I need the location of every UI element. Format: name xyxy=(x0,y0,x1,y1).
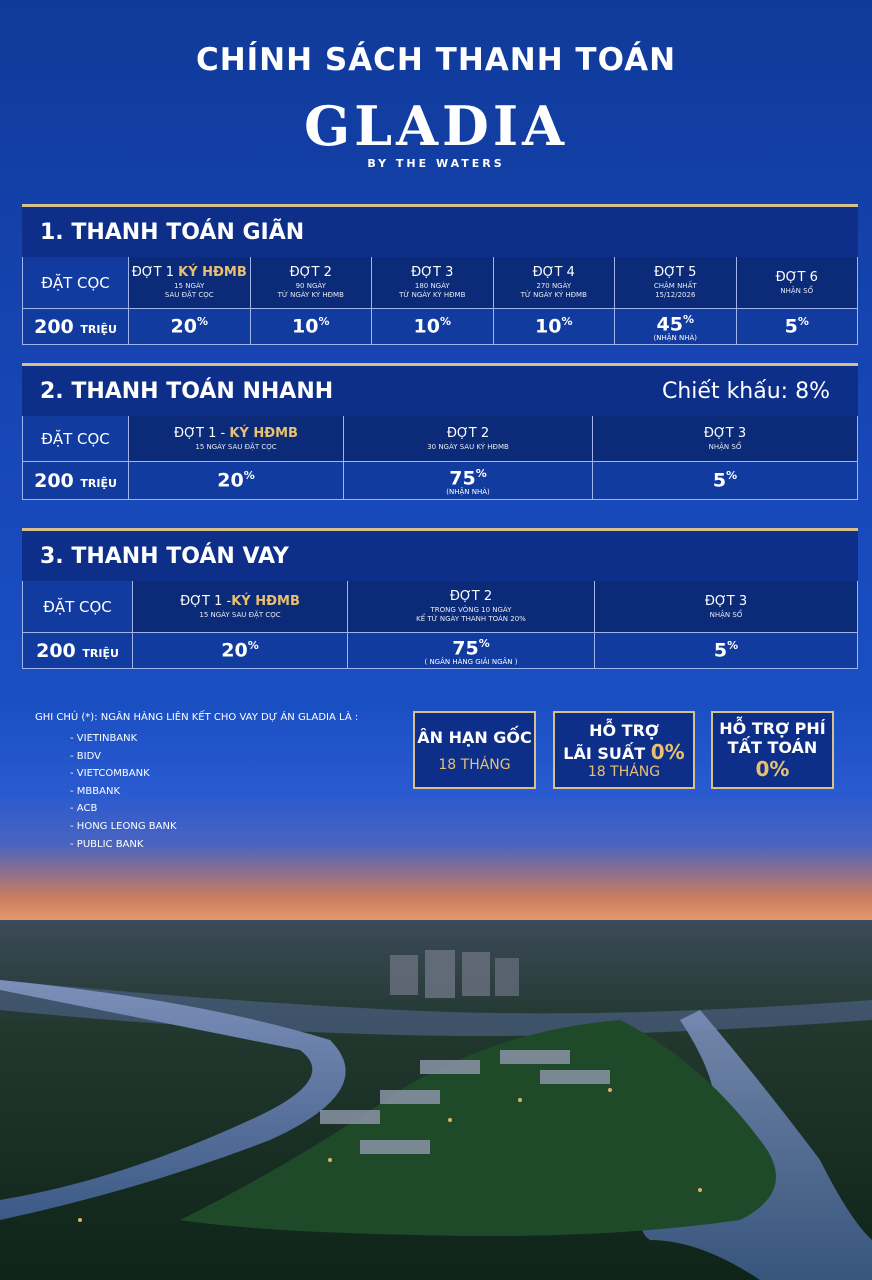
installment-sub1: 15 NGÀY SAU ĐẶT CỌC xyxy=(199,610,281,619)
section-title: 3. THANH TOÁN VAY xyxy=(40,543,289,569)
badge-title: ÂN HẠN GỐC xyxy=(417,727,532,747)
installment-percent: 10 xyxy=(535,315,562,338)
deposit-label-cell xyxy=(23,257,129,309)
deposit-value: 200 xyxy=(34,315,74,338)
installment-header xyxy=(593,416,858,462)
installment-percent-cell xyxy=(372,309,494,345)
bank-item: - ACB xyxy=(80,800,177,818)
installment-percent: 20 xyxy=(221,639,248,662)
installment-note: (NHẬN NHÀ) xyxy=(653,333,697,342)
badge-subtitle: LÃI SUẤT xyxy=(563,743,646,763)
installment-label: ĐỢT 2 xyxy=(446,425,490,441)
installment-label: ĐỢT 6 xyxy=(775,269,818,285)
percent-sign: % xyxy=(726,469,738,483)
bank-item: - BIDV xyxy=(80,748,177,766)
installment-sub1: CHẬM NHẤT xyxy=(653,282,697,290)
badge-rate: 0% xyxy=(650,739,685,764)
badge-principal-grace xyxy=(413,711,536,789)
installment-percent-cell xyxy=(615,309,737,345)
deposit-value-cell xyxy=(23,462,129,500)
installment-sub1: TRONG VÒNG 10 NGÀY xyxy=(430,606,512,614)
percent-sign: % xyxy=(475,467,487,481)
installment-percent-cell xyxy=(344,462,593,500)
installment-header xyxy=(251,257,373,309)
installment-label: ĐỢT 1 - xyxy=(180,593,232,609)
percent-sign: % xyxy=(196,315,208,329)
installment-percent: 75 xyxy=(449,467,476,490)
deposit-value: 200 xyxy=(34,469,74,492)
section-flexible-payment xyxy=(22,204,858,345)
installment-label: ĐỢT 1 - xyxy=(174,425,226,441)
deposit-unit: TRIỆU xyxy=(80,322,117,336)
installment-sub2: TỪ NGÀY KÝ HĐMB xyxy=(277,291,344,299)
installment-percent-cell xyxy=(133,633,348,669)
section-title: 2. THANH TOÁN NHANH xyxy=(40,378,334,404)
deposit-label: ĐẶT CỌC xyxy=(43,597,112,616)
installment-sub1: 270 NGÀY xyxy=(536,282,572,290)
installment-label-highlight: KÝ HĐMB xyxy=(229,425,298,441)
installment-label: ĐỢT 1 xyxy=(131,265,174,280)
installment-percent-cell xyxy=(348,633,595,669)
bank-item: - PUBLIC BANK xyxy=(80,836,177,854)
badge-rate: 0% xyxy=(755,757,790,781)
installment-label: ĐỢT 2 xyxy=(289,265,332,280)
installment-header xyxy=(372,257,494,309)
installment-percent: 20 xyxy=(170,315,197,338)
installment-header xyxy=(348,581,595,633)
installment-label-highlight: KÝ HĐMB xyxy=(178,265,247,280)
installment-sub2: 15/12/2026 xyxy=(655,291,696,299)
page-title: CHÍNH SÁCH THANH TOÁN xyxy=(195,42,677,78)
installment-percent: 5 xyxy=(712,469,727,492)
deposit-label-cell xyxy=(23,581,133,633)
badge-interest-support xyxy=(553,711,695,789)
deposit-unit: TRIỆU xyxy=(82,646,119,660)
section-title: 1. THANH TOÁN GIÃN xyxy=(40,219,305,245)
bank-item: - HONG LEONG BANK xyxy=(80,818,177,836)
percent-sign: % xyxy=(439,315,451,329)
badge-duration: 18 THÁNG xyxy=(587,763,661,780)
deposit-value: 200 xyxy=(36,639,76,662)
deposit-label: ĐẶT CỌC xyxy=(41,429,110,448)
installment-header xyxy=(737,257,859,309)
deposit-label-cell xyxy=(23,416,129,462)
payment-grid xyxy=(22,257,858,345)
installment-percent: 20 xyxy=(217,469,244,492)
percent-sign: % xyxy=(727,639,739,653)
installment-sub1: NHẬN SỔ xyxy=(708,442,742,451)
section-fast-payment xyxy=(22,363,858,500)
installment-percent: 45 xyxy=(656,313,683,336)
discount-label: Chiết khấu: 8% xyxy=(662,378,830,404)
installment-header xyxy=(129,416,344,462)
installment-percent: 5 xyxy=(713,639,728,662)
installment-header xyxy=(129,257,251,309)
installment-header xyxy=(133,581,348,633)
badge-title: HỖ TRỢ xyxy=(589,720,659,740)
installment-percent-cell xyxy=(251,309,373,345)
installment-label: ĐỢT 3 xyxy=(704,593,748,609)
installment-percent: 5 xyxy=(784,315,798,338)
percent-sign: % xyxy=(318,315,330,329)
percent-sign: % xyxy=(247,639,259,653)
installment-label-highlight: KÝ HĐMB xyxy=(231,593,300,609)
installment-label: ĐỢT 2 xyxy=(449,589,493,604)
payment-grid xyxy=(22,416,858,500)
section-header xyxy=(22,207,858,257)
installment-percent: 10 xyxy=(413,315,440,338)
installment-percent-cell xyxy=(129,309,251,345)
installment-label: ĐỢT 3 xyxy=(703,425,747,441)
percent-sign: % xyxy=(682,313,694,327)
installment-header xyxy=(494,257,616,309)
installment-note: ( NGÂN HÀNG GIẢI NGÂN ) xyxy=(424,657,518,666)
aerial-project-illustration xyxy=(0,860,872,1280)
percent-sign: % xyxy=(797,315,809,329)
badge-settlement-fee xyxy=(711,711,834,789)
installment-note: (NHẬN NHÀ) xyxy=(446,487,490,496)
installment-percent-cell xyxy=(494,309,616,345)
installment-sub2: SAU ĐẶT CỌC xyxy=(164,291,214,299)
installment-header xyxy=(344,416,593,462)
installment-sub2: KỂ TỪ NGÀY THANH TOÁN 20% xyxy=(416,615,526,623)
installment-header xyxy=(615,257,737,309)
bank-item: - VIETINBANK xyxy=(80,730,177,748)
installment-sub1: 180 NGÀY xyxy=(414,282,450,290)
installment-sub1: 15 NGÀY xyxy=(174,282,205,290)
installment-percent-cell xyxy=(737,309,859,345)
installment-sub1: NHẬN SỔ xyxy=(709,610,743,619)
installment-percent: 10 xyxy=(292,315,319,338)
gladia-logo: GLADIA xyxy=(304,94,568,158)
installment-label: ĐỢT 3 xyxy=(411,265,454,280)
bank-item: - MBBANK xyxy=(80,783,177,801)
bank-item: - VIETCOMBANK xyxy=(80,765,177,783)
installment-sub2: TỪ NGÀY KÝ HĐMB xyxy=(399,291,466,299)
deposit-label: ĐẶT CỌC xyxy=(41,273,110,292)
installment-percent: 75 xyxy=(452,637,479,660)
bank-note-heading: GHI CHÚ (*): NGÂN HÀNG LIÊN KẾT CHO VAY DỰ ÁN GLADIA LÀ : xyxy=(35,712,359,723)
installment-sub1: NHẬN SỔ xyxy=(780,286,814,295)
bank-list xyxy=(76,730,177,853)
installment-sub1: 30 NGÀY SAU KÝ HĐMB xyxy=(427,442,509,451)
badge-title: HỖ TRỢ PHÍ xyxy=(719,719,826,738)
installment-sub1: 15 NGÀY SAU ĐẶT CỌC xyxy=(195,442,277,451)
installment-label: ĐỢT 4 xyxy=(532,265,575,280)
deposit-unit: TRIỆU xyxy=(80,476,117,490)
section-header xyxy=(22,366,858,416)
installment-percent-cell xyxy=(129,462,344,500)
installment-sub1: 90 NGÀY xyxy=(295,282,326,290)
installment-label: ĐỢT 5 xyxy=(654,265,697,280)
deposit-value-cell xyxy=(23,309,129,345)
payment-grid xyxy=(22,581,858,669)
badge-duration: 18 THÁNG xyxy=(438,756,511,773)
installment-percent-cell xyxy=(593,462,858,500)
logo-tagline: BY THE WATERS xyxy=(367,157,505,170)
badge-subtitle: TẤT TOÁN xyxy=(727,738,818,757)
installment-percent-cell xyxy=(595,633,858,669)
percent-sign: % xyxy=(243,469,255,483)
installment-header xyxy=(595,581,858,633)
deposit-value-cell xyxy=(23,633,133,669)
section-header xyxy=(22,531,858,581)
installment-sub2: TỪ NGÀY KÝ HĐMB xyxy=(520,291,587,299)
percent-sign: % xyxy=(561,315,573,329)
section-loan-payment xyxy=(22,528,858,669)
percent-sign: % xyxy=(478,637,490,651)
